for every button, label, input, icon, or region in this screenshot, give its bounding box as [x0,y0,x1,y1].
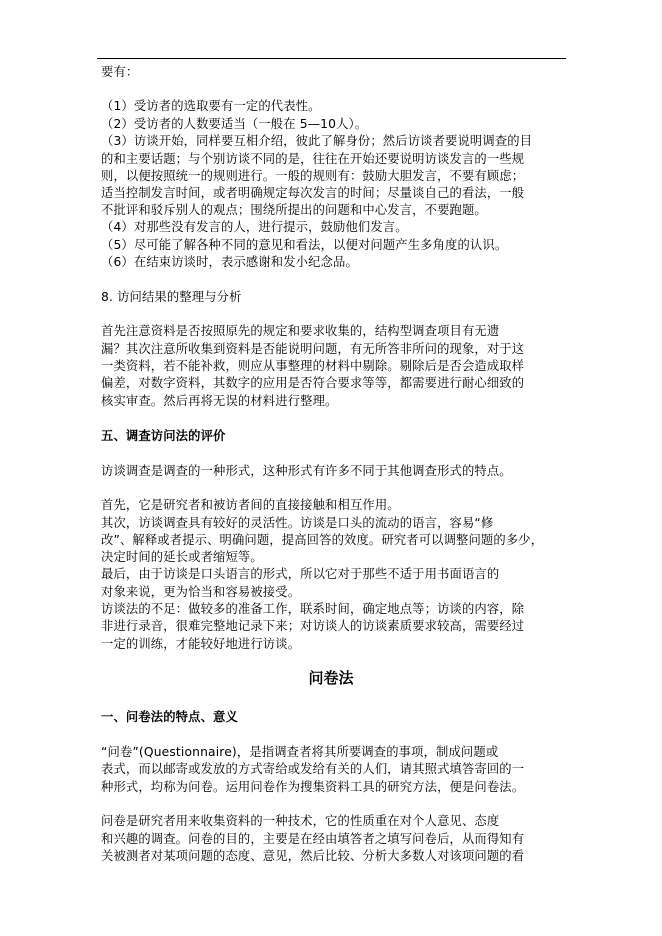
text-line: 决定时间的延长或者缩短等。 [101,550,263,564]
text-line: 适当控制发言时间，或者明确规定每次发言的时间；尽量谈自己的看法，一般 [101,186,525,200]
text-line: “问卷”(Questionnaire)，是指调查者将其所要调查的事项，制成问题或 [101,745,499,759]
text-line: 问卷是研究者用来收集资料的一种技术，它的性质重在对个人意见、态度 [101,814,500,828]
text-line: 要有： [101,65,139,79]
page-title: 问卷法 [308,669,354,687]
text-line: 核实审查。然后再将无误的材料进行整理。 [101,394,338,408]
text-line: 和兴趣的调查。问卷的目的，主要是在经由填答者之填写问卷后，从而得知有 [101,832,525,846]
text-line: 关被测者对某项问题的态度、意见，然后比较、分析大多数人对该项问题的看 [101,849,525,863]
text-line: （2）受访者的人数要适当（一般在 5—10人）。 [101,117,368,131]
text-line: 非进行录音，很难完整地记录下来；对访谈人的访谈素质要求较高，需要经过 [101,619,525,633]
text-line: 的和主要话题；与个别访谈不同的是，往往在开始还要说明访谈发言的一些规 [101,152,525,166]
text-line: 种形式，均称为问卷。运用问卷作为搜集资料工具的研究方法，便是问卷法。 [101,780,525,794]
text-line: 最后，由于访谈是口头语言的形式，所以它对于那些不适于用书面语言的 [101,567,500,581]
text-line: 访谈调查是调查的一种形式，这种形式有许多不同于其他调查形式的特点。 [101,464,512,478]
text-line: 首先，它是研究者和被访者间的直接接触和相互作用。 [101,498,400,512]
text-line: 一定的训练，才能较好地进行访谈。 [101,637,301,651]
section-heading: 8. 访问结果的整理与分析 [101,290,242,304]
text-line: 一类资料，若不能补救，则应从事整理的材料中剔除。剔除后是否会造成取样 [101,359,525,373]
text-line: 漏？其次注意所收集到资料是否能说明问题，有无所答非所问的现象，对于这 [101,342,525,356]
text-line: 对象来说，更为恰当和容易被接受。 [101,585,301,599]
text-line: 表式，而以邮寄或发放的方式寄给或发给有关的人们，请其照式填答寄回的一 [101,762,525,776]
text-line: 首先注意资料是否按照原先的规定和要求收集的，结构型调查项目有无遗 [101,324,500,338]
section-heading: 一、问卷法的特点、意义 [101,710,238,724]
text-line: 偏差，对数字资料，其数字的应用是否符合要求等等，都需要进行耐心细致的 [101,376,525,390]
text-line: 其次，访谈调查具有较好的灵活性。访谈是口头的流动的语言，容易“修 [101,516,494,530]
text-line: （4）对那些没有发言的人，进行提示，鼓励他们发言。 [101,220,408,234]
header-rule [97,58,566,59]
text-line: 改”、解释或者提示、明确问题，提高回答的效度。研究者可以调整问题的多少， [101,533,544,547]
text-line: （1）受访者的选取要有一定的代表性。 [101,99,321,113]
text-line: （6）在结束访谈时，表示感谢和发小纪念品。 [101,255,358,269]
section-heading: 五、调查访问法的评价 [101,429,226,443]
text-line: 访谈法的不足：做较多的准备工作，联系时间，确定地点等；访谈的内容，除 [101,602,525,616]
text-line: 则，以便按照统一的规则进行。一般的规则有：鼓励大胆发言，不要有顾虑； [101,169,525,183]
text-line: （3）访谈开始，同样要互相介绍，彼此了解身份；然后访谈者要说明调查的目 [101,134,533,148]
text-line: （5）尽可能了解各种不同的意见和看法，以便对问题产生多角度的认识。 [101,238,508,252]
text-line: 不批评和驳斥别人的观点；围绕所提出的问题和中心发言，不要跑题。 [101,203,487,217]
